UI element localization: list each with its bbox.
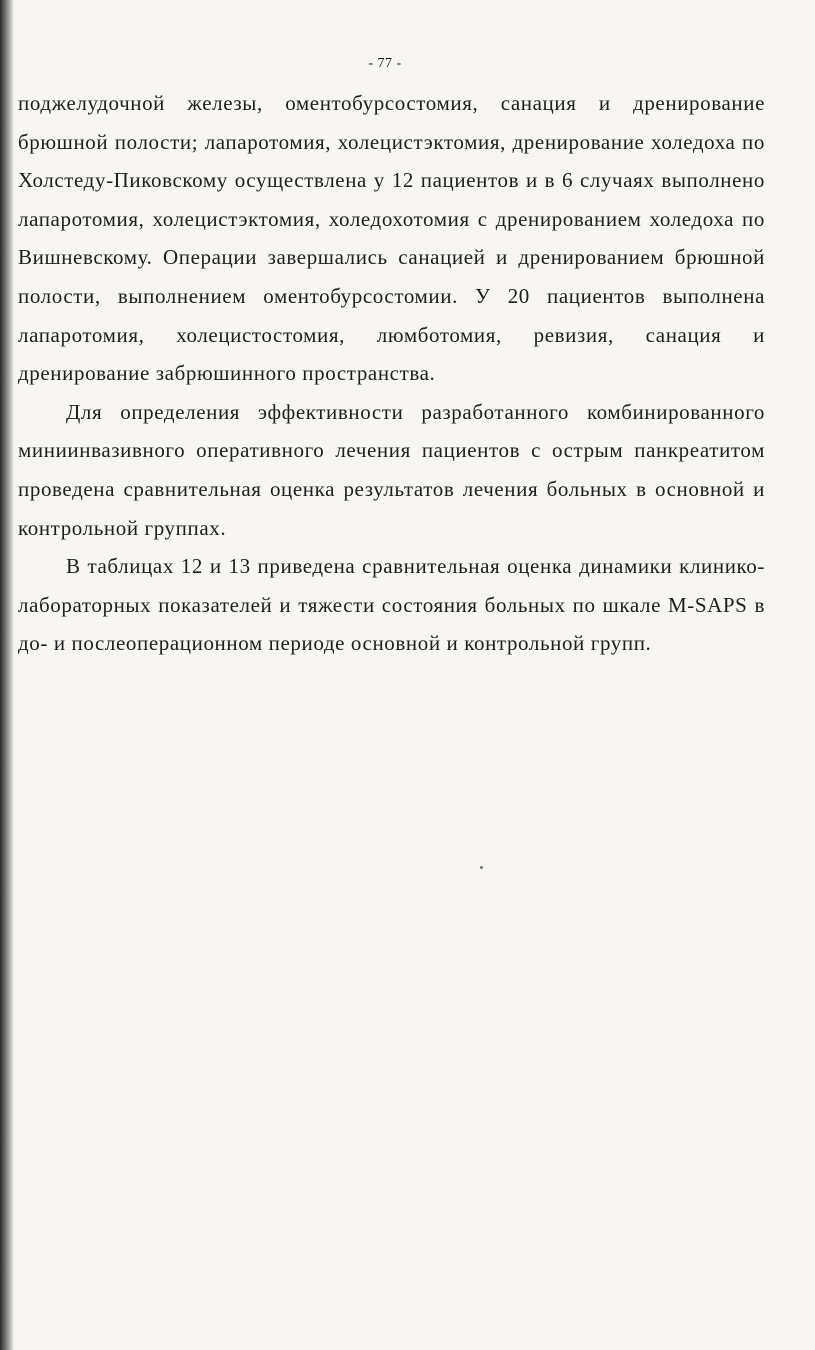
paragraph-continuation: поджелудочной железы, оментобурсостомия, санация и дренирование брюшной полости; лапаротомия, холецистэктомия, дренирование холедоха по Холстеду-Пиковскому осуществлена у 12 пациентов и в 6 случаях выполнено лапаротомия, холецистэктомия, холедохотомия с дренированием холедоха по Вишневскому. Операции завершались санацией и дренированием брюшной полости, выполнением оментобурсостомии. У 20 пациентов выполнена лапаротомия, холецистостомия, люмботомия, ревизия, санация и дренирование забрюшинного пространства. <box>18 91 765 386</box>
paragraph-effectiveness: Для определения эффективности разработанного комбинированного миниинвазивного оперативного лечения пациентов с острым панкреатитом проведена сравнительная оценка результатов лечения больных в основной и контрольной группах. <box>18 399 765 540</box>
paragraph-tables-reference: В таблицах 12 и 13 приведена сравнительная оценка динамики клинико-лабораторных показателей и тяжести состояния больных по шкале M-SAPS в до- и послеоперационном периоде основной и контрольной групп. <box>18 554 765 656</box>
scan-speck <box>480 866 483 869</box>
page-number: - 77 - <box>368 56 402 71</box>
page-spine-shadow <box>0 0 14 1350</box>
body-text <box>18 84 765 663</box>
